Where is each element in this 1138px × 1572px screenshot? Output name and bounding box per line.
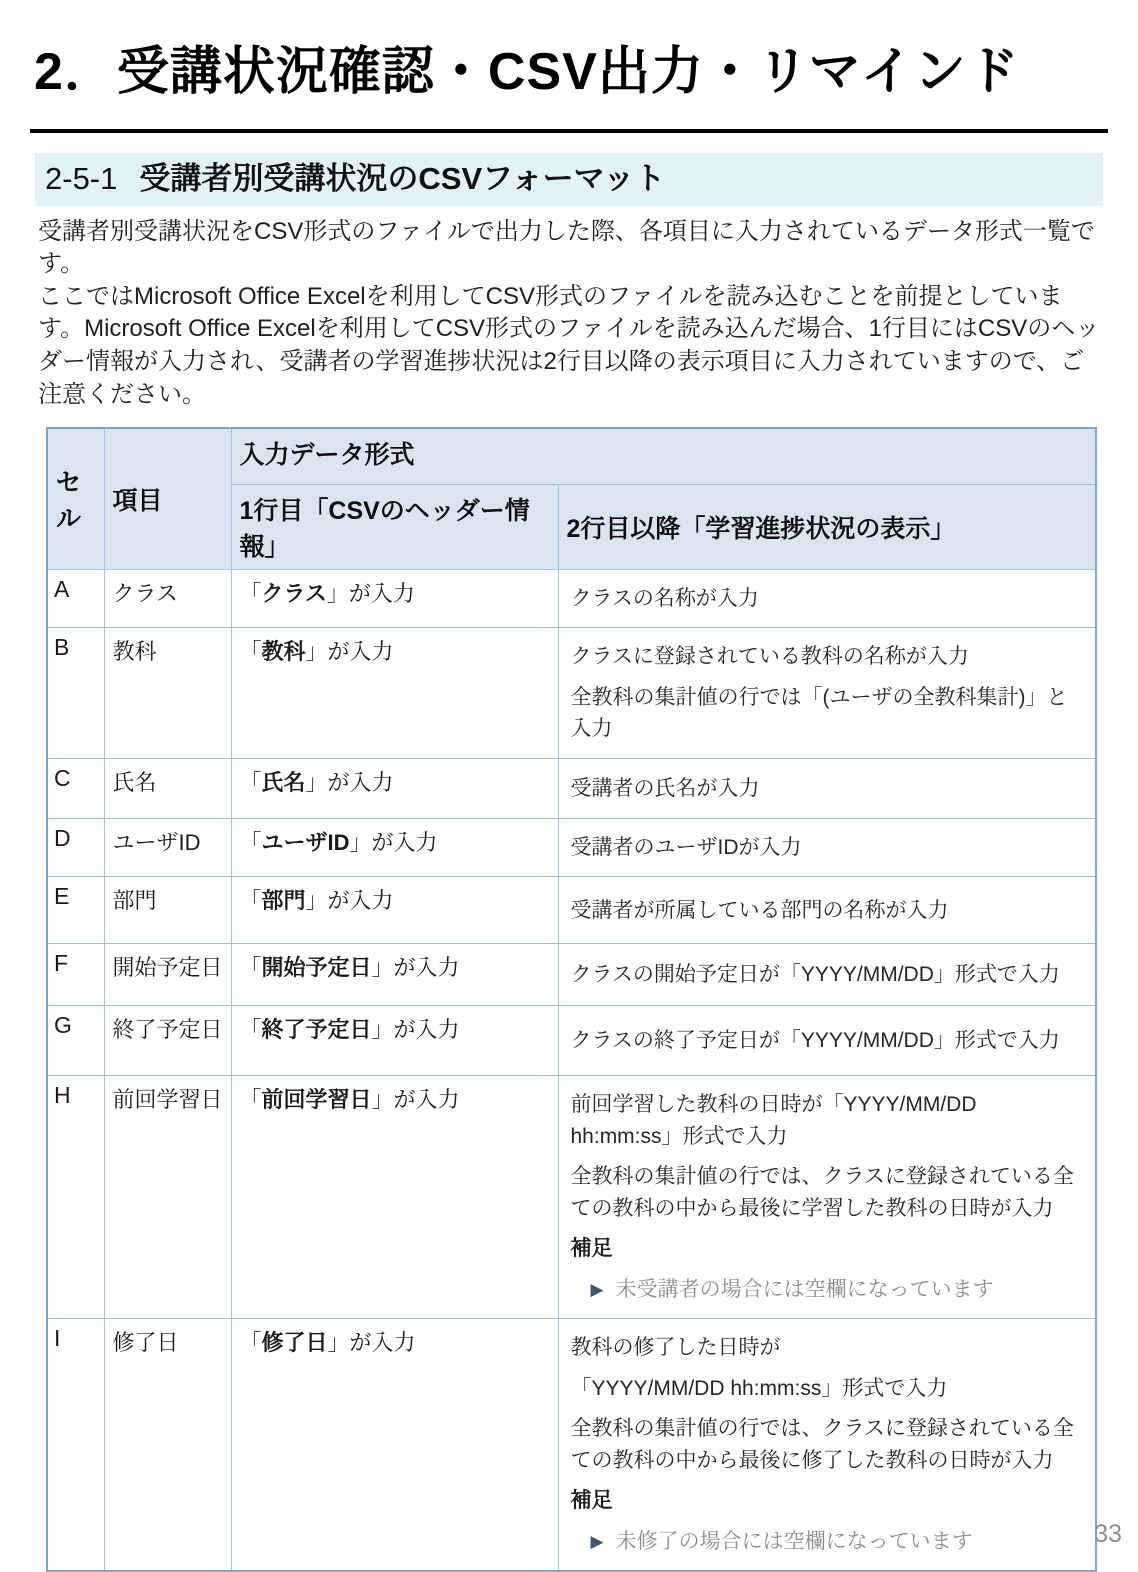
header-sub-row2: 2行目以降「学習進捗状況の表示」 (558, 484, 1096, 569)
item-name: 開始予定日 (104, 944, 231, 1006)
table-row (47, 1076, 1096, 1319)
progress-format: クラスの名称が入力 (558, 569, 1096, 628)
item-name: 修了日 (104, 1319, 231, 1572)
triangle-bullet-icon: ▶ (590, 1531, 604, 1551)
progress-format: 受講者のユーザIDが入力 (558, 818, 1096, 877)
item-name: 前回学習日 (104, 1076, 231, 1319)
progress-format: クラスの終了予定日が「YYYY/MM/DD」形式で入力 (558, 1006, 1096, 1076)
cell-letter: I (47, 1319, 104, 1572)
header-item: 項目 (104, 428, 231, 569)
cell-letter: G (47, 1006, 104, 1076)
header-format: 「開始予定日」が入力 (231, 944, 558, 1006)
cell-letter: B (47, 628, 104, 759)
note-line: ▶ 未修了の場合には空欄になっています (590, 1529, 973, 1553)
cell-letter: H (47, 1076, 104, 1319)
cell-letter: A (47, 569, 104, 628)
item-name: 部門 (104, 877, 231, 944)
header-format: 「クラス」が入力 (231, 569, 558, 628)
intro-paragraph-1: 受講者別受講状況をCSV形式のファイルで出力した際、各項目に入力されているデータ形式一覧です。 (38, 217, 1095, 278)
header-format: 「教科」が入力 (231, 628, 558, 759)
table-row (47, 944, 1096, 1006)
title-divider (30, 129, 1108, 133)
header-format: 「部門」が入力 (231, 877, 558, 944)
cell-letter: D (47, 818, 104, 877)
header-format: 「終了予定日」が入力 (231, 1006, 558, 1076)
item-name: ユーザID (104, 818, 231, 877)
table-row (47, 758, 1096, 818)
header-format: 「ユーザID」が入力 (231, 818, 558, 877)
note-label: 補足 (570, 1237, 613, 1261)
header-format: 「氏名」が入力 (231, 758, 558, 818)
cell-letter: F (47, 944, 104, 1006)
progress-format: 前回学習した教科の日時が「YYYY/MM/DD hh:mm:ss」形式で入力 全教科の集計値の行では、クラスに登録されている全ての教科の中から最後に学習した教科の日時が入力 補足 ▶ 未受講者の場合には空欄になっています (558, 1076, 1096, 1319)
table-row (47, 569, 1096, 628)
item-name: 氏名 (104, 758, 231, 818)
cell-letter: E (47, 877, 104, 944)
item-name: 終了予定日 (104, 1006, 231, 1076)
header-data-format: 入力データ形式 (231, 428, 1096, 484)
header-cell: セル (47, 428, 104, 569)
table-header-row-1 (47, 428, 1096, 484)
progress-format: クラスに登録されている教科の名称が入力 全教科の集計値の行では「(ユーザの全教科集計)」と入力 (558, 628, 1096, 759)
page-title: 2．受講状況確認・CSV出力・リマインド (34, 43, 1020, 101)
item-name: 教科 (104, 628, 231, 759)
progress-format: 受講者が所属している部門の名称が入力 (558, 877, 1096, 944)
header-format: 「前回学習日」が入力 (231, 1076, 558, 1319)
section-number: 2-5-1 (45, 161, 118, 197)
header-format: 「修了日」が入力 (231, 1319, 558, 1572)
table-row (47, 818, 1096, 877)
csv-format-table (46, 427, 1097, 1572)
page-number: 33 (1094, 1520, 1122, 1548)
note-line: ▶ 未受講者の場合には空欄になっています (590, 1277, 994, 1301)
table-row (47, 628, 1096, 759)
note-label: 補足 (570, 1489, 613, 1513)
table-row (47, 877, 1096, 944)
header-sub-row1: 1行目「CSVのヘッダー情報」 (231, 484, 558, 569)
item-name: クラス (104, 569, 231, 628)
progress-format: クラスの開始予定日が「YYYY/MM/DD」形式で入力 (558, 944, 1096, 1006)
section-title: 受講者別受講状況のCSVフォーマット (139, 161, 666, 197)
section-heading (35, 153, 1103, 205)
cell-letter: C (47, 758, 104, 818)
triangle-bullet-icon: ▶ (590, 1279, 604, 1299)
progress-format: 教科の修了した日時が 「YYYY/MM/DD hh:mm:ss」形式で入力 全教科の集計値の行では、クラスに登録されている全ての教科の中から最後に修了した教科の日時が入力 補足 ▶ 未修了の場合には空欄になっています (558, 1319, 1096, 1572)
progress-format: 受講者の氏名が入力 (558, 758, 1096, 818)
table-row (47, 1319, 1096, 1572)
table-row (47, 1006, 1096, 1076)
intro-paragraph-2: ここではMicrosoft Office Excelを利用してCSV形式のファイルを読み込むことを前提としています。Microsoft Office Excelを利用してCSV形式のファイルを読み込んだ場合、1行目にはCSVのヘッダー情報が入力され、受講者の学習進捗状況は2行目以降の表示項目に入力されていますので、ご注意ください。 (38, 282, 1100, 408)
